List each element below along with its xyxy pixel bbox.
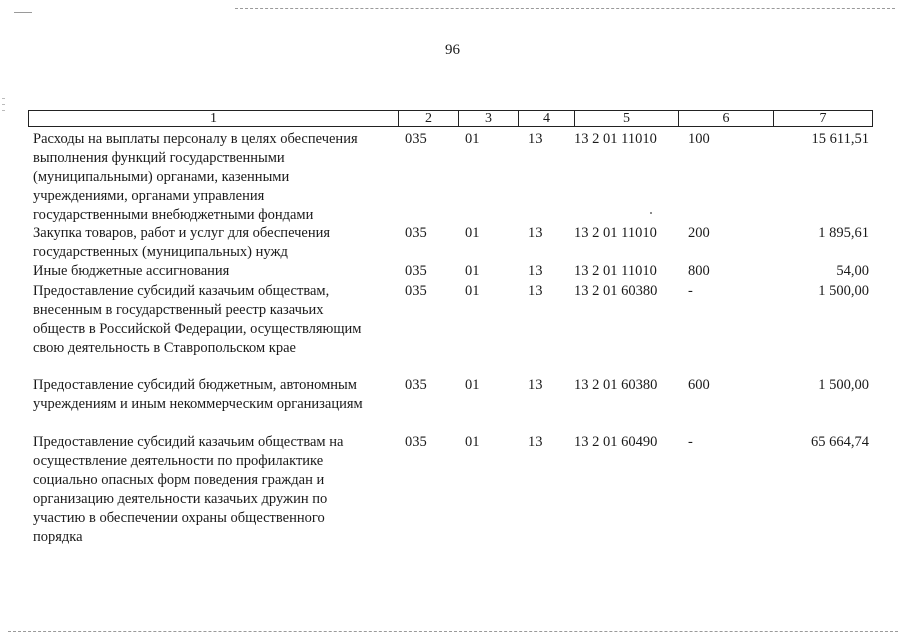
margin-tick xyxy=(2,98,5,99)
column-header: 7 xyxy=(773,111,872,126)
cell-amount: 15 611,51 xyxy=(811,131,869,147)
cell-target-article: 13 2 01 11010 xyxy=(574,225,657,241)
column-header: 4 xyxy=(518,111,574,126)
cell-subsection: 13 xyxy=(528,263,543,279)
table-row xyxy=(28,130,873,226)
row-description: Расходы на выплаты персоналу в целях обеспечения выполнения функций государственными (муниципальными) органами, казенными учреждениями, органами управления государственными внебюджетными фондами xyxy=(33,131,358,223)
column-header: 6 xyxy=(678,111,773,126)
scan-speck xyxy=(650,212,652,214)
cell-ministry-code: 035 xyxy=(405,263,427,279)
cell-amount: 65 664,74 xyxy=(811,434,869,450)
cell-amount: 54,00 xyxy=(836,263,869,279)
column-header: 3 xyxy=(458,111,518,126)
cell-section: 01 xyxy=(465,263,480,279)
scan-line-bottom xyxy=(8,631,898,632)
cell-section: 01 xyxy=(465,434,480,450)
cell-expense-type: 200 xyxy=(688,225,710,241)
cell-ministry-code: 035 xyxy=(405,377,427,393)
cell-subsection: 13 xyxy=(528,131,543,147)
cell-section: 01 xyxy=(465,225,480,241)
cell-subsection: 13 xyxy=(528,377,543,393)
cell-subsection: 13 xyxy=(528,225,543,241)
cell-amount: 1 500,00 xyxy=(818,377,869,393)
scan-mark-top-left xyxy=(14,12,32,13)
cell-expense-type: 100 xyxy=(688,131,710,147)
column-header: 2 xyxy=(398,111,458,126)
cell-section: 01 xyxy=(465,377,480,393)
row-description: Закупка товаров, работ и услуг для обеспечения государственных (муниципальных) нужд xyxy=(33,225,331,260)
page-number: 96 xyxy=(445,42,460,58)
table-row xyxy=(28,262,873,282)
row-description: Иные бюджетные ассигнования xyxy=(33,263,230,279)
column-header: 5 xyxy=(574,111,678,126)
cell-ministry-code: 035 xyxy=(405,131,427,147)
cell-expense-type: - xyxy=(688,434,693,450)
cell-expense-type: 800 xyxy=(688,263,710,279)
cell-target-article: 13 2 01 60490 xyxy=(574,434,658,450)
cell-subsection: 13 xyxy=(528,434,543,450)
scan-line-top xyxy=(235,8,895,9)
cell-amount: 1 500,00 xyxy=(818,283,869,299)
cell-target-article: 13 2 01 11010 xyxy=(574,131,657,147)
row-description: Предоставление субсидий казачьим обществам, внесенным в государственный реестр казачьих обществ в Российской Федерации, осуществляющим свою деятельность в Ставропольском крае xyxy=(33,283,362,356)
row-description: Предоставление субсидий бюджетным, автономным учреждениям и иным некоммерческим организациям xyxy=(33,377,363,412)
cell-ministry-code: 035 xyxy=(405,283,427,299)
margin-tick xyxy=(2,110,5,111)
column-header: 1 xyxy=(210,111,217,126)
table-header xyxy=(28,110,873,127)
table-row xyxy=(28,224,873,264)
cell-section: 01 xyxy=(465,283,480,299)
cell-target-article: 13 2 01 60380 xyxy=(574,283,658,299)
table-row xyxy=(28,433,873,549)
cell-target-article: 13 2 01 60380 xyxy=(574,377,658,393)
cell-expense-type: 600 xyxy=(688,377,710,393)
margin-tick xyxy=(2,104,5,105)
cell-subsection: 13 xyxy=(528,283,543,299)
cell-amount: 1 895,61 xyxy=(818,225,869,241)
cell-ministry-code: 035 xyxy=(405,225,427,241)
cell-ministry-code: 035 xyxy=(405,434,427,450)
table-row xyxy=(28,282,873,360)
table-row xyxy=(28,376,873,416)
cell-target-article: 13 2 01 11010 xyxy=(574,263,657,279)
row-description: Предоставление субсидий казачьим обществам на осуществление деятельности по профилактике социально опасных форм поведения граждан и организацию деятельности казачьих дружин по участию в обеспечении охраны общественного порядка xyxy=(33,434,344,545)
cell-expense-type: - xyxy=(688,283,693,299)
cell-section: 01 xyxy=(465,131,480,147)
